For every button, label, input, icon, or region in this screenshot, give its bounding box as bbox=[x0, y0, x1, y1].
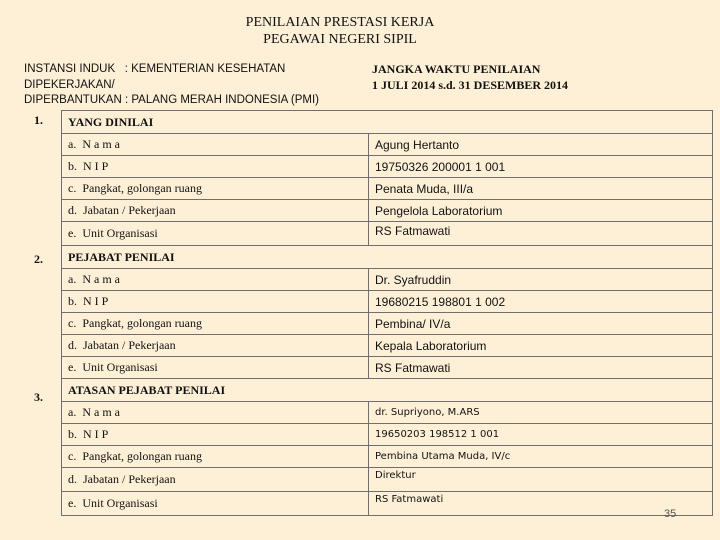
section-number-1: 1. bbox=[34, 113, 43, 127]
instansi-diperbantukan: DIPERBANTUKAN : PALANG MERAH INDONESIA (PMI) bbox=[24, 94, 320, 106]
field-value: Kepala Laboratorium bbox=[369, 335, 713, 357]
table-row bbox=[62, 357, 713, 379]
instansi-dipekerjakan: DIPEKERJAKAN/ bbox=[24, 78, 115, 91]
field-label: e. Unit Organisasi bbox=[62, 492, 369, 516]
table-row bbox=[62, 156, 713, 178]
assessment-period-block bbox=[372, 62, 702, 93]
field-value: 19680215 198801 1 002 bbox=[369, 291, 713, 313]
table-row bbox=[62, 492, 713, 516]
assessment-table bbox=[61, 110, 713, 516]
field-value: 19750326 200001 1 001 bbox=[369, 156, 713, 178]
section-heading-pejabat-penilai: PEJABAT PENILAI bbox=[62, 246, 713, 269]
assessment-period-label: JANGKA WAKTU PENILAIAN bbox=[372, 62, 541, 76]
instansi-induk: INSTANSI INDUK : KEMENTERIAN KESEHATAN bbox=[24, 63, 286, 75]
field-label: d. Jabatan / Pekerjaan bbox=[62, 335, 369, 357]
table-row bbox=[62, 313, 713, 335]
field-value: Dr. Syafruddin bbox=[369, 269, 713, 291]
field-value: Pengelola Laboratorium bbox=[369, 200, 713, 222]
field-value: dr. Supriyono, M.ARS bbox=[369, 402, 713, 424]
table-row bbox=[62, 178, 713, 200]
section-number-3: 3. bbox=[34, 390, 43, 404]
field-value: RS Fatmawati bbox=[369, 357, 713, 379]
table-row bbox=[62, 424, 713, 446]
field-label: e. Unit Organisasi bbox=[62, 222, 369, 246]
field-label: a. N a m a bbox=[62, 402, 369, 424]
instansi-block bbox=[24, 62, 364, 109]
page-title bbox=[0, 14, 680, 48]
field-value: 19650203 198512 1 001 bbox=[369, 424, 713, 446]
table-row bbox=[62, 269, 713, 291]
section-number-2: 2. bbox=[34, 252, 43, 266]
field-label: b. N I P bbox=[62, 156, 369, 178]
table-row bbox=[62, 291, 713, 313]
table-row bbox=[62, 222, 713, 246]
field-value: Direktur bbox=[369, 468, 713, 492]
field-value: RS Fatmawati bbox=[369, 222, 713, 246]
field-value: Agung Hertanto bbox=[369, 134, 713, 156]
section-heading-row bbox=[62, 246, 713, 269]
field-label: b. N I P bbox=[62, 424, 369, 446]
field-label: d. Jabatan / Pekerjaan bbox=[62, 200, 369, 222]
table-row bbox=[62, 468, 713, 492]
table-row bbox=[62, 335, 713, 357]
table-row bbox=[62, 446, 713, 468]
table-row bbox=[62, 200, 713, 222]
field-value: RS Fatmawati bbox=[369, 492, 713, 516]
page-number: 35 bbox=[664, 508, 677, 520]
title-line-1: PENILAIAN PRESTASI KERJA bbox=[245, 15, 435, 30]
field-label: a. N a m a bbox=[62, 269, 369, 291]
section-heading-atasan-pejabat-penilai: ATASAN PEJABAT PENILAI bbox=[62, 379, 713, 402]
field-label: c. Pangkat, golongan ruang bbox=[62, 178, 369, 200]
field-label: d. Jabatan / Pekerjaan bbox=[62, 468, 369, 492]
table-row bbox=[62, 402, 713, 424]
section-heading-row bbox=[62, 379, 713, 402]
section-heading-yang-dinilai: YANG DINILAI bbox=[62, 111, 713, 134]
field-label: c. Pangkat, golongan ruang bbox=[62, 446, 369, 468]
field-value: Pembina Utama Muda, IV/c bbox=[369, 446, 713, 468]
field-label: e. Unit Organisasi bbox=[62, 357, 369, 379]
title-line-2: PEGAWAI NEGERI SIPIL bbox=[263, 32, 417, 47]
field-value: Penata Muda, III/a bbox=[369, 178, 713, 200]
assessment-period-value: 1 JULI 2014 s.d. 31 DESEMBER 2014 bbox=[372, 77, 569, 92]
section-heading-row bbox=[62, 111, 713, 134]
table-row bbox=[62, 134, 713, 156]
field-label: b. N I P bbox=[62, 291, 369, 313]
field-label: a. N a m a bbox=[62, 134, 369, 156]
field-label: c. Pangkat, golongan ruang bbox=[62, 313, 369, 335]
field-value: Pembina/ IV/a bbox=[369, 313, 713, 335]
